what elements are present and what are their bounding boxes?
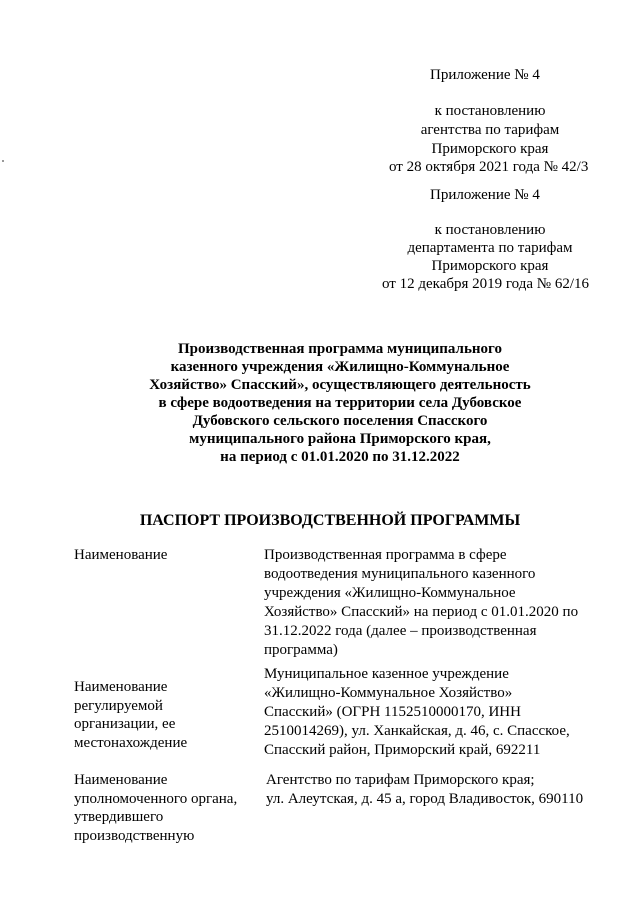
appendix-line: от 28 октября 2021 года № 42/3 bbox=[389, 159, 589, 175]
title-line: Дубовского сельского поселения Спасского bbox=[192, 413, 488, 429]
row-label-line: уполномоченного органа, bbox=[74, 790, 238, 807]
title-line: на период с 01.01.2020 по 31.12.2022 bbox=[220, 449, 460, 465]
row-label-line: производственную bbox=[74, 827, 195, 844]
title-line: в сфере водоотведения на территории села Дубовское bbox=[158, 395, 522, 411]
passport-heading: ПАСПОРТ ПРОИЗВОДСТВЕННОЙ ПРОГРАММЫ bbox=[139, 512, 521, 529]
row-label-line: местонахождение bbox=[74, 734, 188, 751]
appendix-number: Приложение № 4 bbox=[430, 187, 540, 203]
row-value-line: программа) bbox=[264, 642, 338, 658]
row-value-line: Спасский» (ОГРН 1152510000170, ИНН bbox=[264, 704, 521, 720]
row-value-line: Муниципальное казенное учреждение bbox=[264, 666, 509, 682]
appendix-line: к постановлению bbox=[434, 103, 546, 119]
title-line: казенного учреждения «Жилищно-Коммунальное bbox=[170, 359, 510, 375]
row-label-line: организации, ее bbox=[74, 716, 176, 732]
row-value-line: ул. Алеутская, д. 45 а, город Владивосток, 690110 bbox=[266, 791, 584, 807]
row-value-line: Хозяйство» Спасский» на период с 01.01.2020 по bbox=[264, 604, 579, 620]
row-value-line: 31.12.2022 года (далее – производственная bbox=[264, 623, 537, 639]
title-line: муниципального района Приморского края, bbox=[189, 431, 491, 447]
row-value-line: Агентство по тарифам Приморского края; bbox=[266, 772, 535, 788]
appendix-number: Приложение № 4 bbox=[430, 67, 540, 83]
appendix-line: Приморского края bbox=[431, 141, 549, 157]
appendix-line: агентства по тарифам bbox=[420, 122, 560, 138]
row-label-line: утвердившего bbox=[74, 809, 164, 825]
row-label-line: регулируемой bbox=[74, 697, 163, 714]
row-value-line: «Жилищно-Коммунальное Хозяйство» bbox=[264, 685, 513, 701]
row-label-line: Наименование bbox=[74, 547, 168, 563]
row-value-line: Спасский район, Приморский край, 692211 bbox=[264, 742, 541, 758]
appendix-line: Приморского края bbox=[431, 258, 549, 274]
appendix-line: от 12 декабря 2019 года № 62/16 bbox=[382, 276, 590, 292]
row-value-line: 2510014269), ул. Ханкайская, д. 46, с. Спасское, bbox=[264, 723, 570, 739]
title-line: Хозяйство» Спасский», осуществляющего деятельность bbox=[149, 377, 531, 393]
appendix-line: к постановлению bbox=[434, 222, 546, 238]
row-label-line: Наименование bbox=[74, 679, 168, 695]
title-line: Производственная программа муниципального bbox=[178, 341, 502, 357]
row-label-line: Наименование bbox=[74, 772, 168, 788]
appendix-line: департамента по тарифам bbox=[407, 240, 573, 256]
row-value-line: водоотведения муниципального казенного bbox=[264, 566, 536, 582]
row-value-line: учреждения «Жилищно-Коммунальное bbox=[264, 585, 516, 601]
scan-speck bbox=[2, 160, 4, 162]
row-value-line: Производственная программа в сфере bbox=[264, 547, 507, 563]
